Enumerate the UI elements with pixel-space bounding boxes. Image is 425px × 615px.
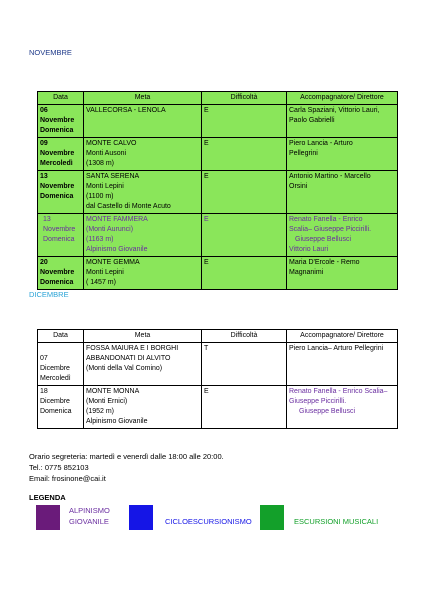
- date-cell: [38, 386, 84, 429]
- guides-cell: [287, 214, 398, 257]
- cell-line: Monti Ausoni: [86, 150, 127, 157]
- table-row: [38, 171, 398, 214]
- table-row: [38, 257, 398, 290]
- cell-line: Piero Lancia - Arturo: [289, 140, 353, 147]
- cell-line: (Monti della Val Comino): [86, 365, 163, 372]
- difficulty-cell: E: [202, 214, 287, 257]
- table-row: [38, 214, 398, 257]
- meta-cell: [84, 171, 202, 214]
- office-email[interactable]: Email: frosinone@cai.it: [29, 474, 106, 483]
- legend-label-alpinismo: [69, 505, 110, 527]
- december-table: [37, 329, 398, 429]
- cell-line: Renato Fanella - Enrico: [289, 216, 363, 223]
- legend-label-line: ALPINISMO: [69, 506, 110, 515]
- december-heading: DICEMBRE: [29, 290, 69, 299]
- cell-line: Domenica: [40, 279, 74, 286]
- header-date: Data: [38, 330, 84, 343]
- table-header-row: [38, 92, 398, 105]
- office-phone: Tel.: 0775 852103: [29, 463, 89, 472]
- difficulty-cell: E: [202, 138, 287, 171]
- cell-line: MONTE FAMMERA: [86, 216, 148, 223]
- cell-line: Domenica: [43, 236, 75, 243]
- cell-line: [40, 344, 81, 354]
- cell-line: Giuseppe Bellusci: [295, 236, 352, 243]
- cell-line: ABBANDONATI DI ALVITO: [86, 355, 171, 362]
- cell-line: Mercoledì: [40, 160, 73, 167]
- cell-line: 09: [40, 140, 48, 147]
- office-info: [29, 451, 224, 484]
- cell-line: Magnanimi: [289, 269, 324, 276]
- cell-line: VALLECORSA - LENOLA: [86, 107, 166, 114]
- cell-line: Domenica: [40, 193, 74, 200]
- header-difficulty: Difficoltà: [202, 92, 287, 105]
- cell-line: Mercoledì: [40, 375, 71, 382]
- legend-title: LEGENDA: [29, 493, 66, 502]
- meta-cell: [84, 138, 202, 171]
- legend-label-ciclo: CICLOESCURSIONISMO: [165, 517, 252, 526]
- guides-cell: [287, 343, 398, 386]
- cell-line: Novembre: [40, 150, 75, 157]
- header-difficulty: Difficoltà: [202, 330, 287, 343]
- cell-line: Alpinismo Giovanile: [86, 246, 148, 253]
- cell-line: ( 1457 m): [86, 279, 116, 286]
- cell-line: Domenica: [40, 408, 72, 415]
- cell-line: 13: [43, 216, 51, 223]
- cell-line: SANTA SERENA: [86, 173, 140, 180]
- table-row: [38, 343, 398, 386]
- cell-line: Giuseppe Piccirilli.: [289, 398, 347, 405]
- cell-line: Renato Fanella - Enrico Scalia–: [289, 388, 388, 395]
- guides-cell: [287, 105, 398, 138]
- date-cell: [38, 138, 84, 171]
- header-date: Data: [38, 92, 84, 105]
- cell-line: 13: [40, 173, 48, 180]
- cell-line: 06: [40, 107, 48, 114]
- cell-line: (1163 m): [86, 236, 114, 243]
- date-cell: [38, 214, 84, 257]
- date-cell: [38, 105, 84, 138]
- date-cell: [38, 257, 84, 290]
- meta-cell: [84, 105, 202, 138]
- cell-line: MONTE MONNA: [86, 388, 140, 395]
- difficulty-cell: E: [202, 171, 287, 214]
- difficulty-cell: T: [202, 343, 287, 386]
- guides-cell: [287, 138, 398, 171]
- november-heading: NOVEMBRE: [29, 48, 72, 57]
- cell-line: 20: [40, 259, 48, 266]
- cell-line: Monti Lepini: [86, 183, 124, 190]
- cell-line: (Monti Ernici): [86, 398, 128, 405]
- cell-line: (1100 m): [86, 193, 114, 200]
- cell-line: Novembre: [40, 183, 75, 190]
- guides-cell: [287, 386, 398, 429]
- cell-line: Carla Spaziani, Vittorio Lauri,: [289, 107, 380, 114]
- difficulty-cell: E: [202, 386, 287, 429]
- cell-line: Domenica: [40, 127, 74, 134]
- difficulty-cell: E: [202, 105, 287, 138]
- november-table: [37, 91, 398, 290]
- cell-line: Novembre: [40, 269, 75, 276]
- cell-line: Paolo Gabrielli: [289, 117, 335, 124]
- cell-line: dal Castello di Monte Acuto: [86, 203, 171, 210]
- cell-line: Dicembre: [40, 365, 70, 372]
- cell-line: MONTE CALVO: [86, 140, 137, 147]
- cell-line: Scalia– Giuseppe Piccirilli.: [289, 226, 372, 233]
- header-meta: Meta: [84, 330, 202, 343]
- header-guides: Accompagnatore/ Direttore: [287, 92, 398, 105]
- cell-line: Vittorio Lauri: [289, 246, 329, 253]
- legend-label-musicali: ESCURSIONI MUSICALI: [294, 517, 379, 526]
- date-cell: [38, 171, 84, 214]
- cell-line: Alpinismo Giovanile: [86, 418, 148, 425]
- header-meta: Meta: [84, 92, 202, 105]
- table-row: [38, 138, 398, 171]
- meta-cell: [84, 214, 202, 257]
- cell-line: MONTE GEMMA: [86, 259, 140, 266]
- cell-line: Giuseppe Bellusci: [299, 408, 356, 415]
- cell-line: Piero Lancia– Arturo Pellegrini: [289, 345, 384, 352]
- cell-line: FOSSA MAIURA E I BORGHI: [86, 345, 179, 352]
- cell-line: 07: [40, 355, 48, 362]
- cell-line: Maria D'Ercole - Remo: [289, 259, 360, 266]
- cell-line: Monti Lepini: [86, 269, 124, 276]
- meta-cell: [84, 386, 202, 429]
- meta-cell: [84, 257, 202, 290]
- legend-swatch-alpinismo: [36, 505, 60, 530]
- cell-line: (Monti Aurunci): [86, 226, 134, 233]
- table-row: [38, 386, 398, 429]
- legend-label-line: GIOVANILE: [69, 517, 109, 526]
- cell-line: Antonio Martino - Marcello: [289, 173, 371, 180]
- header-guides: Accompagnatore/ Direttore: [287, 330, 398, 343]
- date-cell: [38, 343, 84, 386]
- cell-line: Pellegrini: [289, 150, 318, 157]
- guides-cell: [287, 257, 398, 290]
- cell-line: 18: [40, 388, 48, 395]
- table-header-row: [38, 330, 398, 343]
- cell-line: Novembre: [40, 117, 75, 124]
- difficulty-cell: E: [202, 257, 287, 290]
- cell-line: Novembre: [43, 226, 76, 233]
- cell-line: Dicembre: [40, 398, 70, 405]
- cell-line: Orsini: [289, 183, 308, 190]
- office-hours: Orario segreteria: martedì e venerdì dalle 18:00 alle 20:00.: [29, 452, 224, 461]
- meta-cell: [84, 343, 202, 386]
- legend-swatch-musicali: [260, 505, 284, 530]
- table-row: [38, 105, 398, 138]
- guides-cell: [287, 171, 398, 214]
- legend-swatch-ciclo: [129, 505, 153, 530]
- cell-line: (1952 m): [86, 408, 115, 415]
- cell-line: (1308 m): [86, 160, 115, 167]
